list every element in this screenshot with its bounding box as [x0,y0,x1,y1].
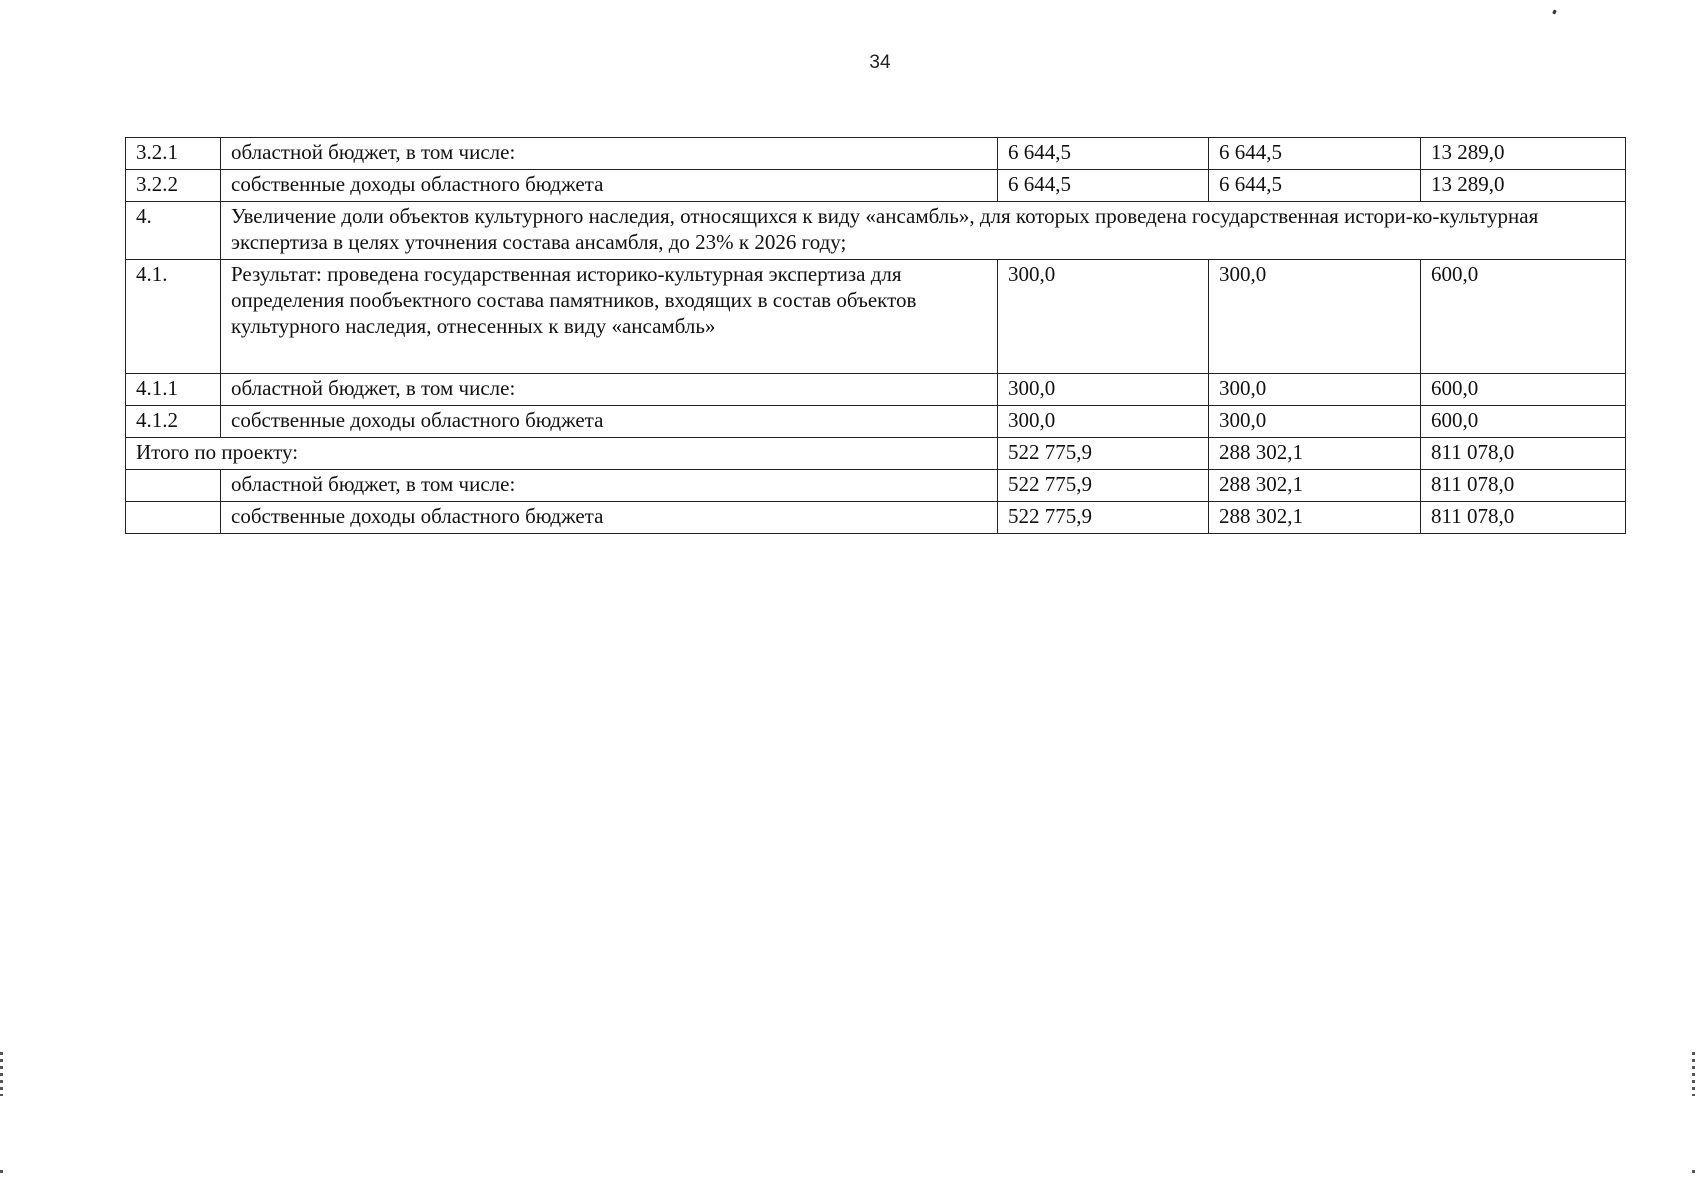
value-total: 13 289,0 [1421,170,1626,202]
task-row [126,202,1626,260]
total-label: Итого по проекту: [126,438,998,470]
value-total: 811 078,0 [1421,502,1626,534]
row-name: собственные доходы областного бюджета [221,406,998,438]
row-number: 3.2.1 [126,138,221,170]
task-description: Увеличение доли объектов культурного наследия, относящихся к виду «ансамбль», для которых проведена государственная истори-ко-культурная экспертиза в целях уточнения состава ансамбля, до 23% к 2026 году; [221,202,1626,260]
value-year-1: 300,0 [998,374,1209,406]
table-row [126,470,1626,502]
value-year-2: 300,0 [1209,374,1421,406]
scan-edge-tick-right [1692,1170,1695,1173]
row-number: 3.2.2 [126,170,221,202]
row-number [126,470,221,502]
value-year-2: 300,0 [1209,406,1421,438]
value-total: 811 078,0 [1421,470,1626,502]
row-number: 4.1.1 [126,374,221,406]
value-year-2: 6 644,5 [1209,138,1421,170]
value-year-1: 6 644,5 [998,138,1209,170]
value-year-1: 300,0 [998,406,1209,438]
value-total: 600,0 [1421,374,1626,406]
table-row [126,406,1626,438]
value-year-1: 522 775,9 [998,502,1209,534]
total-row [126,438,1626,470]
page-number: 34 [869,52,891,73]
value-year-1: 300,0 [998,260,1209,374]
row-number: 4. [126,202,221,260]
value-total: 811 078,0 [1421,438,1626,470]
value-year-1: 522 775,9 [998,438,1209,470]
table-row [126,374,1626,406]
table-row [126,502,1626,534]
row-name: собственные доходы областного бюджета [221,502,998,534]
value-total: 600,0 [1421,406,1626,438]
value-year-2: 288 302,1 [1209,438,1421,470]
row-name: областной бюджет, в том числе: [221,138,998,170]
value-year-2: 300,0 [1209,260,1421,374]
value-year-2: 288 302,1 [1209,470,1421,502]
scan-edge-marks-left [0,1052,3,1096]
row-name: Результат: проведена государственная историко-культурная экспертиза для определения пообъектного состава памятников, входящих в состав объектов культурного наследия, отнесенных к виду «ансамбль» [221,260,998,374]
scan-mark [1552,10,1556,15]
value-year-2: 288 302,1 [1209,502,1421,534]
table-row [126,170,1626,202]
value-total: 600,0 [1421,260,1626,374]
scan-edge-marks-right [1692,1052,1695,1096]
value-year-2: 6 644,5 [1209,170,1421,202]
value-total: 13 289,0 [1421,138,1626,170]
table-row [126,138,1626,170]
row-number: 4.1. [126,260,221,374]
budget-table [125,137,1626,534]
value-year-1: 6 644,5 [998,170,1209,202]
row-name: областной бюджет, в том числе: [221,374,998,406]
value-year-1: 522 775,9 [998,470,1209,502]
row-number: 4.1.2 [126,406,221,438]
row-name: собственные доходы областного бюджета [221,170,998,202]
scan-edge-tick-left [0,1170,3,1173]
row-number [126,502,221,534]
table-row [126,260,1626,374]
row-name: областной бюджет, в том числе: [221,470,998,502]
